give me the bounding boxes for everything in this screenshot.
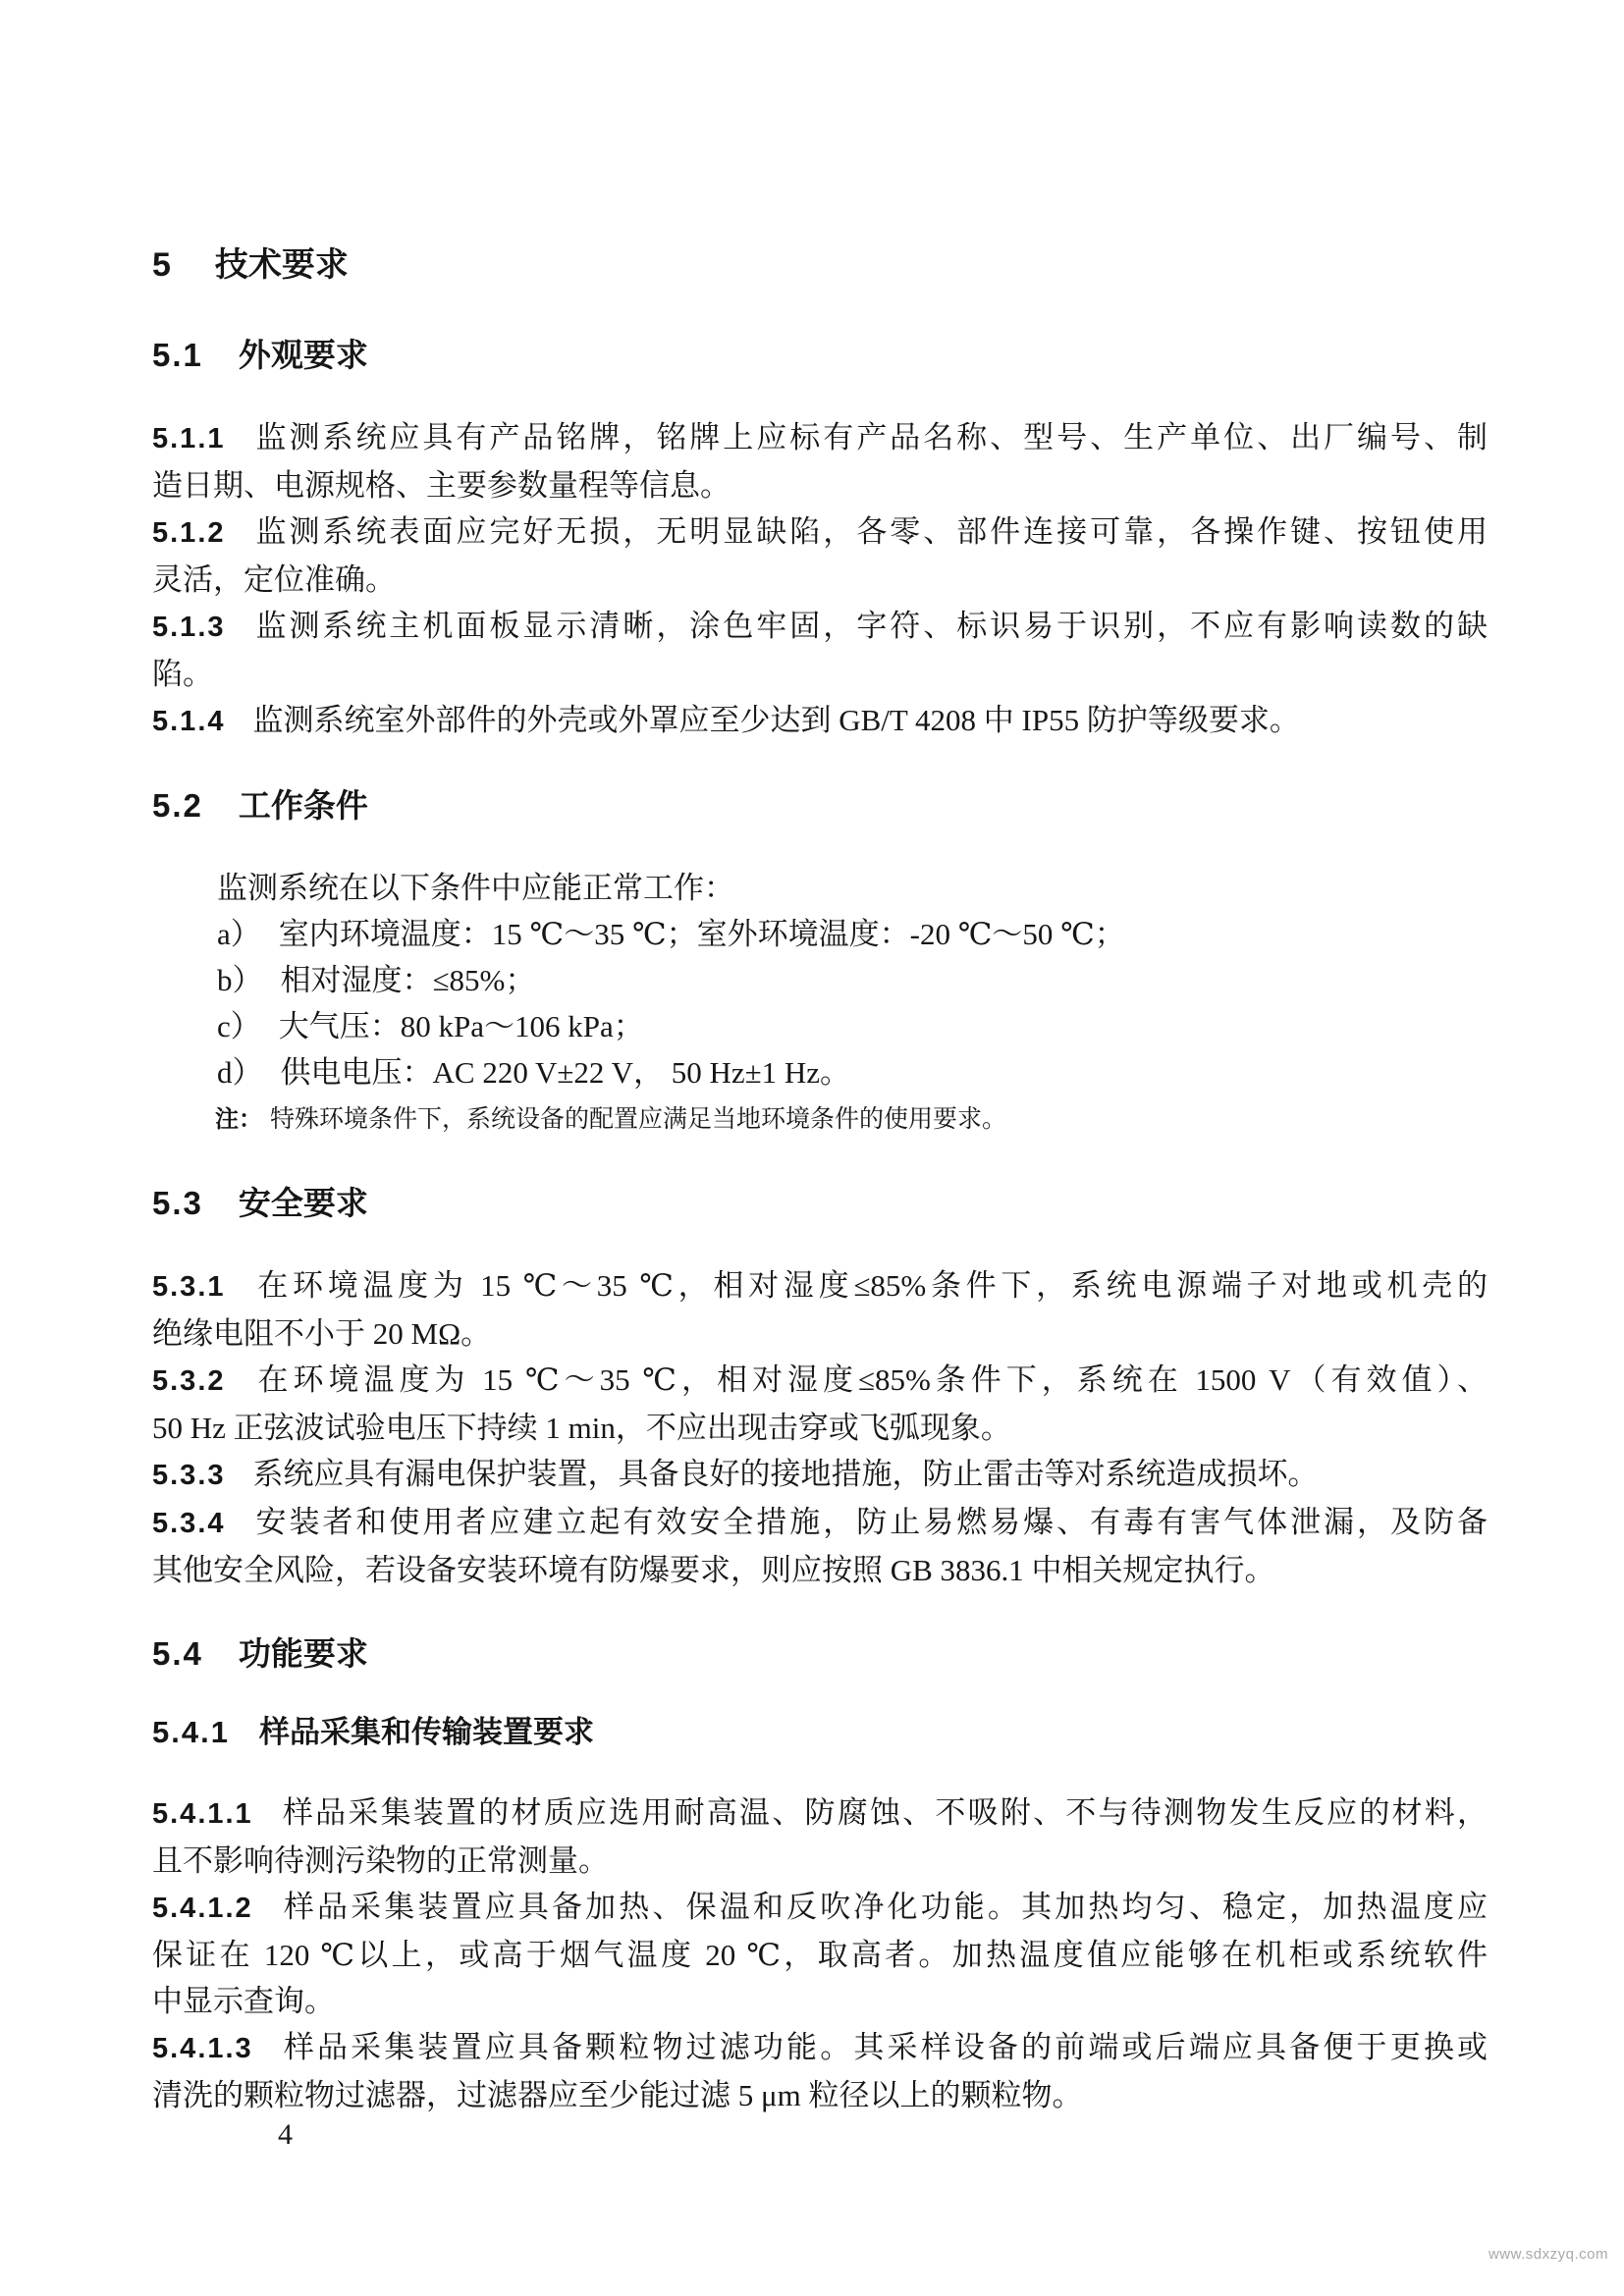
clause-5-4-1-2-line-3: 中显示查询。 — [152, 1984, 335, 2018]
section-number: 5.4.1 — [152, 1715, 230, 1749]
clause-text: 样品采集装置应具备加热、保温和反吹净化功能。其加热均匀、稳定，加热温度应 — [280, 1890, 1488, 1924]
clause-5-4-1-3-line-2: 清洗的颗粒物过滤器，过滤器应至少能过滤 5 μm 粒径以上的颗粒物。 — [152, 2078, 1083, 2112]
clause-text: 在环境温度为 15 ℃～35 ℃，相对湿度≤85%条件下，系统电源端子对地或机壳的 — [252, 1268, 1488, 1303]
page-number: 4 — [278, 2118, 293, 2151]
clause-5-1-1-line-2: 造日期、电源规格、主要参数量程等信息。 — [152, 468, 731, 503]
clause-5-4-1-2-line-2: 保证在 120 ℃以上，或高于烟气温度 20 ℃，取高者。加热温度值应能够在机柜或系统软件 — [152, 1938, 1488, 1972]
clause-5-3-1-line-2: 绝缘电阻不小于 20 MΩ。 — [152, 1316, 492, 1351]
clause-5-3-2-line-1 — [152, 1357, 1488, 1405]
section-title: 安全要求 — [238, 1185, 368, 1221]
section-title: 工作条件 — [238, 787, 368, 824]
item-label: b） — [217, 963, 263, 997]
clause-5-1-2 — [152, 508, 1488, 603]
clause-number: 5.3.4 — [152, 1508, 226, 1539]
clause-text: 监测系统室外部件的外壳或外罩应至少达到 GB/T 4208 中 IP55 防护等级要求。 — [252, 703, 1300, 737]
section-title: 技术要求 — [214, 246, 349, 284]
condition-item-d — [152, 1049, 1488, 1095]
clause-number: 5.3.3 — [152, 1460, 226, 1491]
clause-5-3-4 — [152, 1499, 1488, 1593]
item-text: 室内环境温度：15 ℃～35 ℃；室外环境温度：-20 ℃～50 ℃； — [278, 917, 1125, 951]
section-title: 外观要求 — [238, 337, 368, 373]
clause-5-4-1-1 — [152, 1789, 1488, 1884]
clause-number: 5.4.1.3 — [152, 2033, 253, 2064]
clause-5-3-1-line-1 — [152, 1262, 1488, 1310]
clause-number: 5.4.1.1 — [152, 1798, 253, 1830]
clause-5-4-1-2-line-1 — [152, 1884, 1488, 1932]
section-title: 样品采集和传输装置要求 — [258, 1715, 594, 1749]
item-text: 供电电压：AC 220 V±22 V， 50 Hz±1 Hz。 — [280, 1055, 851, 1090]
clause-5-4-1-1-line-1 — [152, 1789, 1488, 1838]
note — [152, 1097, 1488, 1143]
heading-5-2 — [152, 786, 1488, 826]
clause-number: 5.1.2 — [152, 517, 226, 549]
clause-text: 样品采集装置的材质应选用耐高温、防腐蚀、不吸附、不与待测物发生反应的材料， — [280, 1795, 1488, 1830]
clause-text: 监测系统应具有产品铭牌，铭牌上应标有产品名称、型号、生产单位、出厂编号、制 — [252, 420, 1488, 454]
clause-5-4-1-3 — [152, 2024, 1488, 2118]
clause-5-3-2 — [152, 1357, 1488, 1451]
clause-5-3-2-line-2: 50 Hz 正弦波试验电压下持续 1 min，不应出现击穿或飞弧现象。 — [152, 1411, 1011, 1445]
condition-item-b — [152, 957, 1488, 1003]
item-text: 大气压：80 kPa～106 kPa； — [278, 1009, 644, 1043]
clause-number: 5.4.1.2 — [152, 1893, 253, 1924]
clause-5-3-3 — [152, 1451, 1488, 1499]
clause-5-1-4 — [152, 697, 1488, 745]
section-number: 5.4 — [152, 1635, 203, 1672]
heading-5-1 — [152, 336, 1488, 375]
section-number: 5.3 — [152, 1185, 203, 1221]
clause-5-1-1 — [152, 414, 1488, 508]
heading-5-4 — [152, 1634, 1488, 1674]
item-label: a） — [217, 917, 261, 951]
clause-5-1-3-line-2: 陷。 — [152, 657, 213, 691]
clause-5-1-1-line-1 — [152, 414, 1488, 462]
clause-number: 5.3.1 — [152, 1271, 226, 1303]
clause-number: 5.3.2 — [152, 1365, 226, 1397]
clause-text: 系统应具有漏电保护装置，具备良好的接地措施，防止雷击等对系统造成损坏。 — [252, 1457, 1319, 1491]
clause-5-4-1-1-line-2: 且不影响待测污染物的正常测量。 — [152, 1843, 609, 1878]
clause-text: 监测系统主机面板显示清晰，涂色牢固，字符、标识易于识别，不应有影响读数的缺 — [252, 609, 1488, 643]
item-label: d） — [217, 1055, 263, 1090]
clause-text: 样品采集装置应具备颗粒物过滤功能。其采样设备的前端或后端应具备便于更换或 — [280, 2030, 1488, 2064]
clause-5-4-1-3-line-1 — [152, 2024, 1488, 2072]
clause-5-1-4-line-1 — [152, 697, 1488, 745]
section-number: 5 — [152, 246, 172, 284]
note-text: 特殊环境条件下，系统设备的配置应满足当地环境条件的使用要求。 — [270, 1106, 1007, 1133]
heading-5-4-1 — [152, 1713, 1488, 1752]
clause-text: 监测系统表面应完好无损，无明显缺陷，各零、部件连接可靠，各操作键、按钮使用 — [252, 514, 1488, 549]
clause-5-3-4-line-1 — [152, 1499, 1488, 1547]
item-label: c） — [217, 1009, 261, 1043]
section-number: 5.2 — [152, 787, 203, 824]
clause-5-4-1-2 — [152, 1884, 1488, 2024]
heading-5-3 — [152, 1184, 1488, 1223]
section-number: 5.1 — [152, 337, 203, 373]
work-conditions-intro: 监测系统在以下条件中应能正常工作： — [217, 871, 734, 905]
clause-text: 在环境温度为 15 ℃～35 ℃，相对湿度≤85%条件下，系统在 1500 V（有效值）、 — [252, 1362, 1488, 1397]
clause-5-1-2-line-1 — [152, 508, 1488, 557]
note-label: 注： — [215, 1106, 262, 1133]
clause-number: 5.1.3 — [152, 612, 226, 643]
clause-5-1-3-line-1 — [152, 603, 1488, 651]
section-heading-5 — [152, 245, 1488, 285]
condition-item-a — [152, 911, 1488, 957]
watermark-text: www.sdxzyq.com — [1488, 2246, 1608, 2263]
clause-5-3-1 — [152, 1262, 1488, 1357]
section-title: 功能要求 — [238, 1635, 368, 1672]
clause-5-3-4-line-2: 其他安全风险，若设备安装环境有防爆要求，则应按照 GB 3836.1 中相关规定执行。 — [152, 1553, 1275, 1587]
clause-number: 5.1.4 — [152, 706, 226, 737]
clause-5-1-2-line-2: 灵活，定位准确。 — [152, 562, 396, 597]
clause-5-3-3-line-1 — [152, 1451, 1488, 1499]
item-text: 相对湿度：≤85%； — [280, 963, 536, 997]
clause-5-1-3 — [152, 603, 1488, 697]
condition-item-c — [152, 1003, 1488, 1049]
clause-number: 5.1.1 — [152, 423, 226, 454]
clause-text: 安装者和使用者应建立起有效安全措施，防止易燃易爆、有毒有害气体泄漏，及防备 — [252, 1505, 1488, 1539]
